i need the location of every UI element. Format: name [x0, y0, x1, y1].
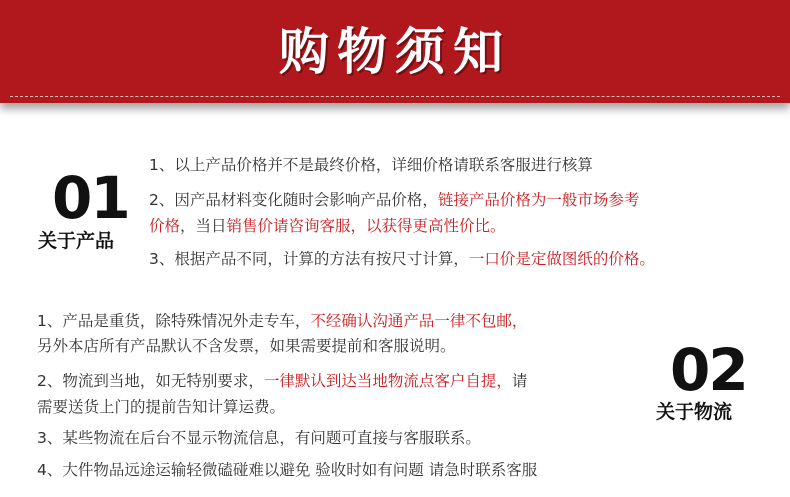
section1-line-1: 1、以上产品价格并不是最终价格，详细价格请联系客服进行核算 — [149, 156, 593, 174]
section2-number: 02 — [670, 336, 747, 404]
section1-number: 01 — [52, 164, 129, 232]
section2-line-2: 另外本店所有产品默认不含发票，如果需要提前和客服说明。 — [37, 337, 456, 355]
section1-label: 关于产品 — [38, 230, 115, 252]
section2-line-4: 需要送货上门的提前告知计算运费。 — [37, 398, 286, 416]
section1-line-3: 价格，当日销售价请咨询客服，以获得更高性价比。 — [149, 217, 506, 235]
section2-line-3: 2、物流到当地，如无特别要求，一律默认到达当地物流点客户自提，请 — [37, 372, 528, 390]
section2-line-5: 3、某些物流在后台不显示物流信息，有问题可直接与客服联系。 — [37, 429, 481, 447]
section2-line-1: 1、产品是重货，除特殊情况外走专车，不经确认沟通产品一律不包邮， — [37, 312, 528, 330]
header-banner — [0, 0, 790, 103]
section2-line-6: 4、大件物品远途运输轻微磕碰难以避免 验收时如有问题 请急时联系客服 — [37, 461, 538, 479]
section1-line-4: 3、根据产品不同，计算的方法有按尺寸计算，一口价是定做图纸的价格。 — [149, 250, 655, 268]
section1-line-2: 2、因产品材料变化随时会影响产品价格，链接产品价格为一般市场参考 — [149, 191, 640, 209]
banner-title: 购物须知 — [279, 23, 511, 81]
section2-label: 关于物流 — [656, 401, 733, 423]
